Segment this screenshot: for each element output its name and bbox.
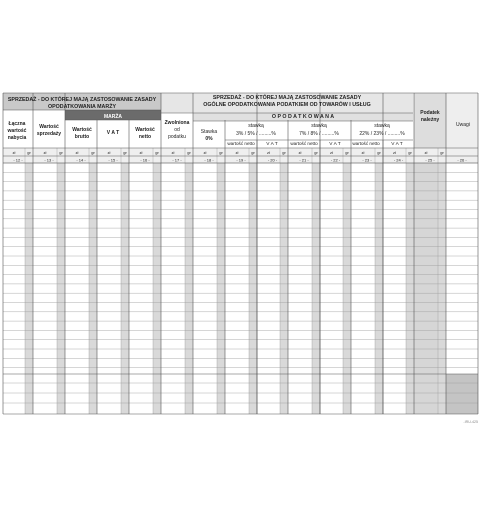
currency-zl-label: zł — [235, 150, 239, 155]
currency-gr-label: gr — [187, 150, 191, 155]
general-section-title-line1: SPRZEDAŻ - DO KTÓREJ MAJĄ ZASTOSOWANIE ZASADY — [212, 95, 362, 101]
column-label-line: wartość — [7, 128, 27, 134]
rate-group-stawka: stawką — [311, 123, 327, 129]
column-number: - 19 - — [236, 157, 246, 163]
currency-zl-label: zł — [393, 150, 396, 155]
column-net-value — [135, 127, 155, 140]
column-number: - 26 - — [457, 157, 467, 163]
column-label-line: Stawka — [200, 129, 218, 135]
rate-group-rates: 7% / 8% / .........% — [299, 131, 339, 137]
currency-gr-label: gr — [251, 150, 255, 155]
currency-gr-label: gr — [314, 150, 318, 155]
column-total-acquisition-value — [7, 121, 27, 141]
margin-section-title-line2: OPODATKOWANIA MARŻY — [48, 104, 116, 110]
currency-zl-label: zł — [12, 150, 16, 155]
column-tax-due — [420, 110, 440, 123]
marza-label: MARŻA — [103, 114, 123, 120]
currency-zl-label: zł — [203, 150, 207, 155]
column-number: - 13 - — [44, 157, 54, 163]
column-sales-value — [37, 124, 61, 137]
currency-gr-label: gr — [123, 150, 127, 155]
rate-group-1 — [227, 123, 277, 147]
column-label-line: Zwolniona — [164, 120, 190, 126]
column-remarks: Uwagi — [456, 122, 470, 128]
rate-group-rates: 22% / 23% / .........% — [359, 131, 405, 137]
currency-gr-label: gr — [27, 150, 31, 155]
column-label-line: należny — [420, 117, 440, 123]
rate-group-stawka: stawką — [248, 123, 264, 129]
gr-strip — [249, 163, 257, 414]
column-number: - 17 - — [172, 157, 182, 163]
gr-strip — [121, 163, 129, 414]
gr-strip — [375, 163, 383, 414]
column-label-line: netto — [138, 134, 152, 140]
gr-strip — [438, 163, 446, 414]
currency-gr-label: gr — [59, 150, 63, 155]
column-number: - 21 - — [299, 157, 309, 163]
rate-group-net: wartość netto — [290, 141, 318, 146]
general-section-title — [203, 93, 371, 108]
gr-strip — [280, 163, 288, 414]
column-number: - 22 - — [330, 157, 341, 163]
taxed-label: O P O D A T K O W A N A — [271, 114, 335, 120]
column-number: - 14 - — [76, 157, 86, 163]
currency-zl-label: zł — [171, 150, 175, 155]
currency-gr-label: gr — [408, 150, 412, 155]
rate-group-vat: V A T — [266, 142, 278, 147]
column-gross-value — [72, 127, 92, 140]
currency-zl-label: zł — [298, 150, 302, 155]
column-number: - 18 - — [204, 157, 214, 163]
column-label-line: nabycia — [7, 135, 27, 141]
currency-zl-label: zł — [139, 150, 143, 155]
rate-group-rates: 3% / 5% / .........% — [236, 131, 276, 137]
column-number: - 24 - — [393, 157, 404, 163]
rate-group-2 — [290, 123, 340, 147]
currency-zl-label: zł — [361, 150, 365, 155]
column-number: - 16 - — [140, 157, 150, 163]
remarks-summary-shade — [446, 374, 478, 414]
gr-strip — [89, 163, 97, 414]
general-section-title-line2: OGÓLNE OPODATKOWANIA PODATKIEM OD TOWARÓW I USŁUG — [203, 102, 371, 108]
currency-gr-label: gr — [282, 150, 286, 155]
gr-strip — [153, 163, 161, 414]
column-label-line: brutto — [74, 134, 90, 140]
rate-group-vat: V A T — [391, 142, 403, 147]
column-label-line: Podatek — [420, 110, 440, 116]
gr-strip — [57, 163, 65, 414]
rate-group-net: wartość netto — [227, 141, 255, 146]
currency-zl-label: zł — [107, 150, 111, 155]
column-number: - 20 - — [267, 157, 278, 163]
gr-strip — [217, 163, 225, 414]
column-number: - 25 - — [425, 157, 435, 163]
remarks-header-band — [446, 93, 478, 148]
column-label-line: Wartość — [39, 124, 59, 130]
margin-section-title-line1: SPRZEDAŻ - DO KTÓREJ MAJĄ ZASTOSOWANIE ZASADY — [7, 97, 157, 103]
currency-gr-label: gr — [440, 150, 444, 155]
column-label-line: podatku — [168, 134, 186, 140]
currency-gr-label: gr — [219, 150, 223, 155]
gr-strip — [25, 163, 33, 414]
column-label-line: od — [174, 127, 180, 133]
currency-gr-label: gr — [91, 150, 95, 155]
column-number: - 15 - — [108, 157, 118, 163]
currency-zl-label: zł — [330, 150, 333, 155]
column-label-line: 0% — [205, 136, 213, 142]
column-exempt — [165, 120, 190, 140]
rate-group-stawka: stawką — [374, 123, 390, 129]
currency-zl-label: zł — [424, 150, 428, 155]
currency-zl-label: zł — [75, 150, 79, 155]
column-number: - 23 - — [362, 157, 372, 163]
column-vat-margin: V A T — [106, 130, 120, 136]
column-label-line: Wartość — [72, 127, 92, 133]
rate-group-vat: V A T — [329, 142, 341, 147]
gr-strip — [185, 163, 193, 414]
currency-gr-label: gr — [155, 150, 159, 155]
currency-zl-label: zł — [43, 150, 47, 155]
gr-strip — [343, 163, 351, 414]
column-label-line: Łączna — [8, 121, 26, 127]
currency-gr-label: gr — [377, 150, 381, 155]
gr-strip — [312, 163, 320, 414]
currency-zl-label: zł — [267, 150, 270, 155]
form-code: -IRU-425 — [463, 420, 478, 424]
column-number: - 12 - — [13, 157, 23, 163]
currency-gr-label: gr — [345, 150, 349, 155]
column-rate-0 — [201, 129, 218, 142]
column-label-line: sprzedaży — [36, 131, 62, 137]
rate-group-net: wartość netto — [352, 141, 380, 146]
gr-strip — [406, 163, 414, 414]
column-label-line: Wartość — [135, 127, 155, 133]
rate-group-3 — [352, 123, 405, 147]
